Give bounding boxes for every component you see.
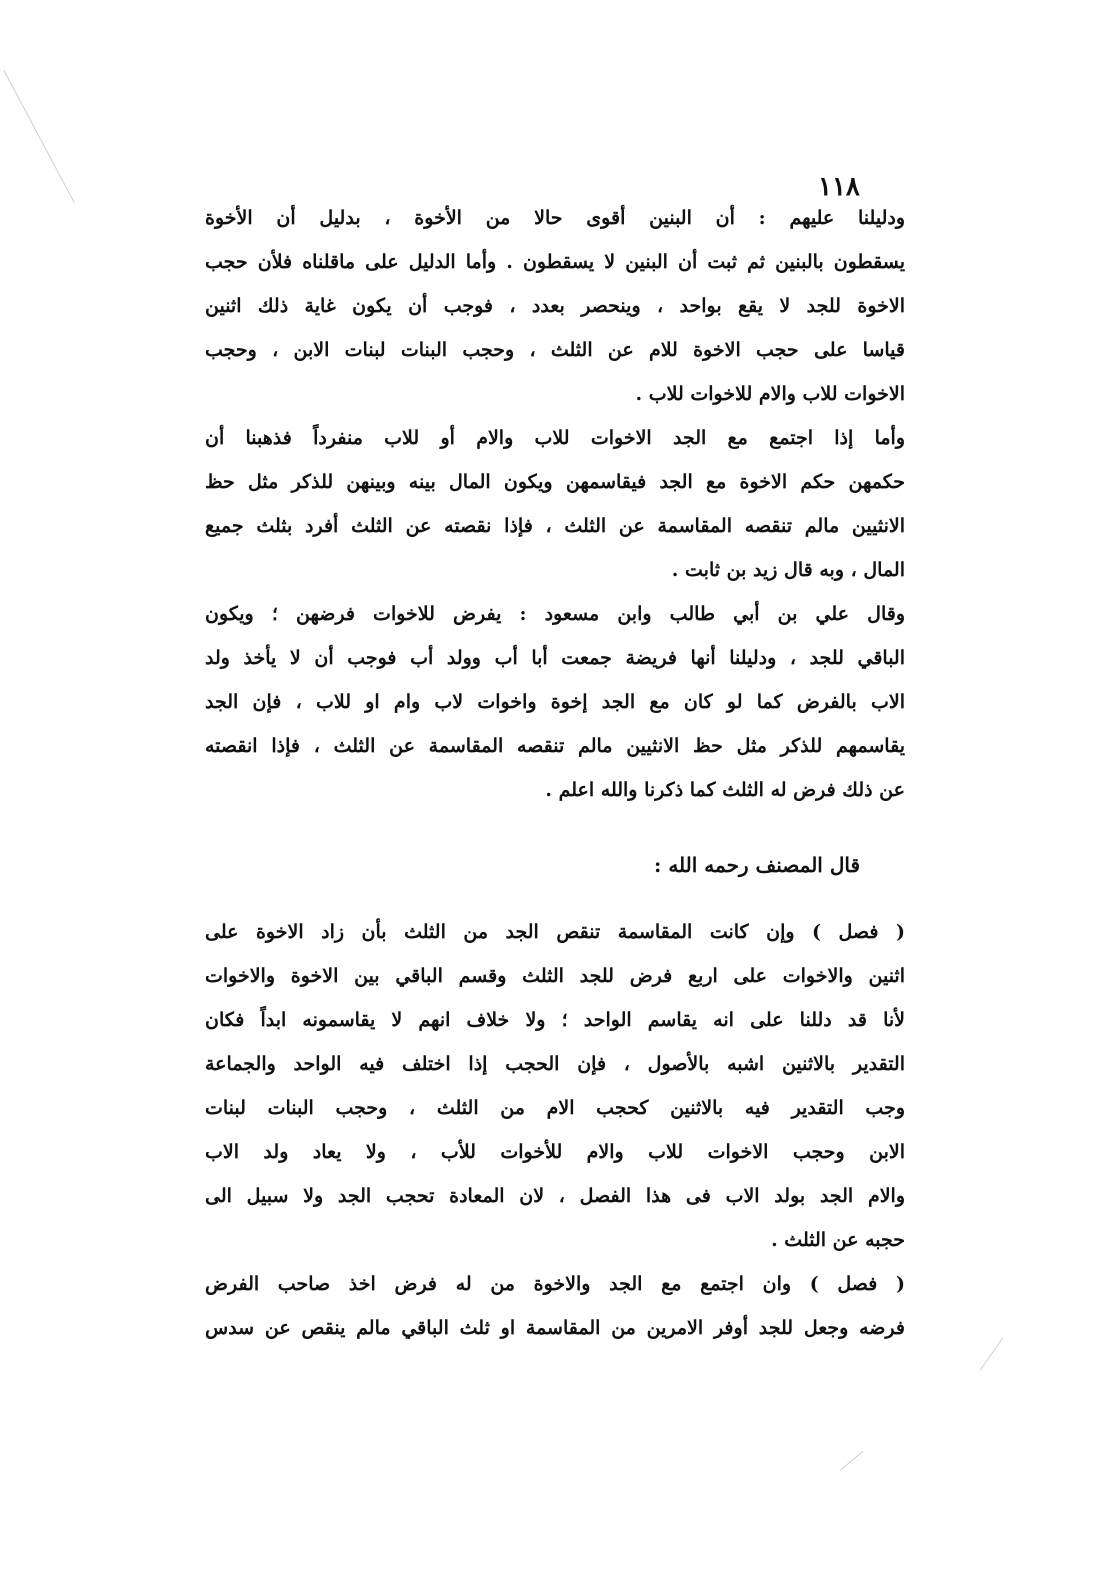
page-number: ١١٨ [818,172,860,202]
text-line: والام الجد بولد الاب فى هذا الفصل ، لان المعادة تحجب الجد ولا سبيل الى [205,1185,905,1207]
text-line: الاخوة للجد لا يقع بواحد ، وينحصر بعدد ، فوجب أن يكون غاية ذلك اثنين [205,295,905,317]
text-line: الاخوات للاب والام للاخوات للاب . [635,383,905,405]
text-line: الابن وحجب الاخوات للاب والام للأخوات للأب ، ولا يعاد ولد الاب [205,1141,905,1163]
text-line: الانثيين مالم تنقصه المقاسمة عن الثلث ، فإذا نقصته عن الثلث أفرد بثلث جميع [205,515,905,537]
text-block-2 [205,910,905,1350]
scan-mark [980,1337,1004,1370]
text-line: لأنا قد دللنا على انه يقاسم الواحد ؛ ولا خلاف انهم لا يقاسمونه ابداً فكان [205,1009,905,1031]
text-line: وأما إذا اجتمع مع الجد الاخوات للاب والام أو للاب منفرداً فذهبنا أن [205,427,905,449]
text-line: اثنين والاخوات على اربع فرض للجد الثلث وقسم الباقي بين الاخوة والاخوات [205,965,905,987]
text-line: المال ، وبه قال زيد بن ثابت . [671,559,905,581]
text-line: الاب بالفرض كما لو كان مع الجد إخوة واخوات لاب وام او للاب ، فإن الجد [205,691,905,713]
text-line: حكمهن حكم الاخوة مع الجد فيقاسمهن ويكون المال بينه وبينهن للذكر مثل حظ [205,471,905,493]
text-line: ( فصل ) وان اجتمع مع الجد والاخوة من له فرض اخذ صاحب الفرض [205,1273,905,1295]
text-block-1 [205,196,905,812]
text-line: الباقي للجد ، ودليلنا أنها فريضة جمعت أبا أب وولد أب فوجب أن لا يأخذ ولد [205,647,905,669]
text-line: يقاسمهم للذكر مثل حظ الانثيين مالم تنقصه المقاسمة عن الثلث ، فإذا انقصته [205,735,905,757]
text-line: قياسا على حجب الاخوة للام عن الثلث ، وحجب البنات لبنات الابن ، وحجب [205,339,905,361]
text-line: وقال علي بن أبي طالب وابن مسعود : يفرض للاخوات فرضهن ؛ ويكون [205,603,905,625]
text-line: عن ذلك فرض له الثلث كما ذكرنا والله اعلم . [545,779,905,801]
text-line: فرضه وجعل للجد أوفر الامرين من المقاسمة او ثلث الباقي مالم ينقص عن سدس [205,1317,905,1339]
text-line: وجب التقدير فيه بالاثنين كحجب الام من الثلث ، وحجب البنات لبنات [205,1097,905,1119]
text-line: ( فصل ) وإن كانت المقاسمة تنقص الجد من الثلث بأن زاد الاخوة على [205,921,905,943]
scan-mark [840,1451,864,1471]
section-heading: قال المصنف رحمه الله : [653,853,860,877]
text-line: حجبه عن الثلث . [771,1229,905,1251]
scan-mark [4,70,75,203]
text-line: ودليلنا عليهم : أن البنين أقوى حالا من الأخوة ، بدليل أن الأخوة [205,207,905,229]
text-line: التقدير بالاثنين اشبه بالأصول ، فإن الحجب إذا اختلف فيه الواحد والجماعة [205,1053,905,1075]
text-line: يسقطون بالبنين ثم ثبت أن البنين لا يسقطون . وأما الدليل على ماقلناه فلأن حجب [205,251,905,273]
